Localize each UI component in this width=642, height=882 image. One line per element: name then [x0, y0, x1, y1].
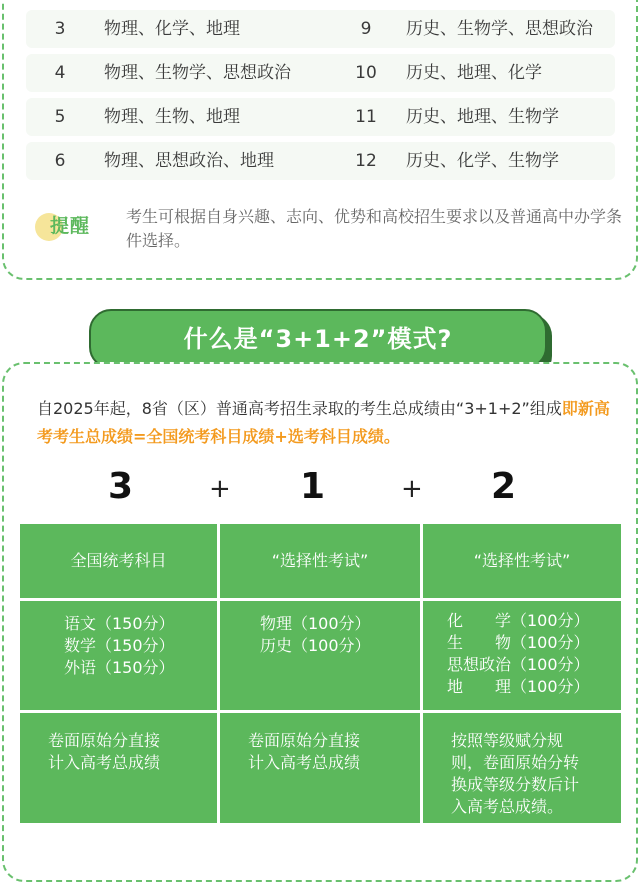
subject-line: 物理（100分） [260, 614, 371, 633]
scoring-line: 计入高考总成绩 [48, 753, 161, 772]
combination-number: 5 [54, 107, 66, 127]
combination-subjects: 历史、地理、生物学 [406, 107, 559, 127]
combination-number: 9 [360, 19, 372, 39]
scoring-line: 换成等级分数后计 [451, 775, 580, 794]
subject-line: 语文（150分） [64, 614, 175, 633]
table-cell-second-subjects [423, 601, 621, 710]
intro-highlight: 即新高考考生总成绩=全国统考科目成绩+选考科目成绩。 [37, 399, 610, 446]
scoring-line: 入高考总成绩。 [451, 797, 564, 816]
combination-number: 3 [54, 19, 66, 39]
table-cell-first-scoring [220, 713, 420, 823]
combination-number: 4 [54, 63, 66, 83]
tip-text: 考生可根据自身兴趣、志向、优势和高校招生要求以及普通高中办学条件选择。 [126, 207, 623, 250]
table-header-national: 全国统考科目 [20, 524, 217, 598]
subject-line: 外语（150分） [64, 658, 175, 677]
tip-label: 提醒 [50, 215, 91, 237]
combination-subjects: 物理、生物、地理 [104, 107, 240, 127]
formula-three: 3 [108, 466, 134, 507]
combination-row [26, 10, 615, 48]
combination-subjects: 历史、生物学、思想政治 [406, 19, 593, 39]
combination-row [26, 142, 615, 180]
combination-number: 10 [355, 63, 377, 83]
combination-number: 11 [355, 107, 377, 127]
subject-line: 地 理（100分） [447, 677, 590, 696]
formula-two: 2 [491, 466, 517, 507]
combination-subjects: 物理、生物学、思想政治 [104, 63, 291, 83]
intro-text: 自2025年起，8省（区）普通高考招生录取的考生总成绩由“3+1+2”组成 [37, 399, 562, 418]
section-heading: 什么是“3+1+2”模式? [89, 309, 547, 369]
combination-subjects: 历史、化学、生物学 [406, 151, 559, 171]
table-cell-national-scoring [20, 713, 217, 823]
scoring-line: 卷面原始分直接 [248, 731, 361, 750]
scoring-line: 计入高考总成绩 [248, 753, 361, 772]
scoring-line: 则，卷面原始分转 [451, 753, 580, 772]
combination-subjects: 物理、思想政治、地理 [104, 151, 274, 171]
combination-number: 6 [54, 151, 66, 171]
combination-number: 12 [355, 151, 377, 171]
subject-line: 思想政治（100分） [447, 655, 590, 674]
table-cell-national-subjects [20, 601, 217, 710]
subject-line: 历史（100分） [260, 636, 371, 655]
subject-line: 数学（150分） [64, 636, 175, 655]
combination-row [26, 98, 615, 136]
table-cell-first-subjects [220, 601, 420, 710]
table-cell-second-scoring [423, 713, 621, 823]
subject-line: 生 物（100分） [447, 633, 590, 652]
formula-plus: + [209, 474, 231, 504]
intro-paragraph [37, 395, 622, 451]
combination-subjects: 物理、化学、地理 [104, 19, 240, 39]
combination-row [26, 54, 615, 92]
table-header-elective-second: “选择性考试” [423, 524, 621, 598]
scoring-line: 按照等级赋分规 [451, 731, 564, 750]
scoring-line: 卷面原始分直接 [48, 731, 161, 750]
formula-plus: + [401, 474, 423, 504]
combination-subjects: 历史、地理、化学 [406, 63, 542, 83]
table-header-elective-first: “选择性考试” [220, 524, 420, 598]
formula-one: 1 [300, 466, 326, 507]
subject-line: 化 学（100分） [447, 611, 590, 630]
